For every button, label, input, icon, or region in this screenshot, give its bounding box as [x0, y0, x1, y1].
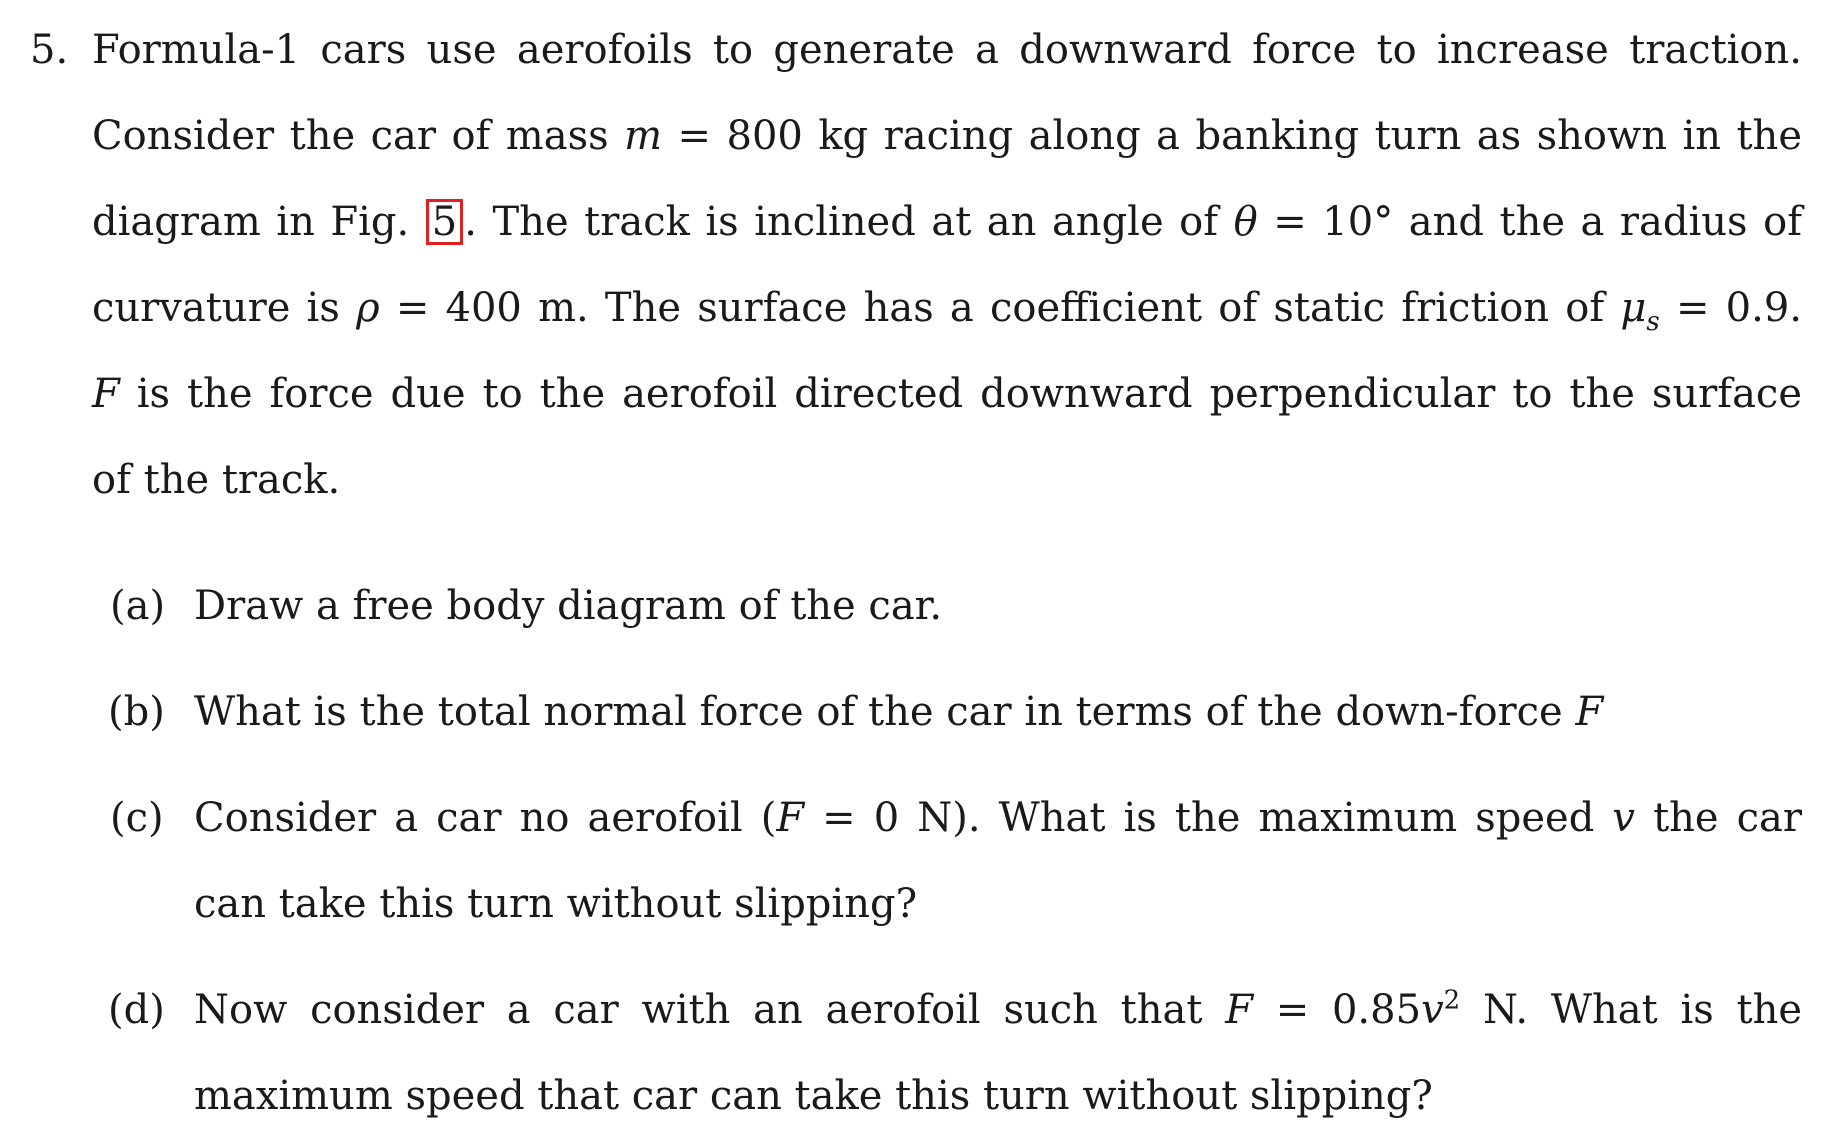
part-c-line-1: Consider a car no aerofoil (F = 0 N). What is the maximum speed v the car: [194, 795, 1803, 841]
part-d-label: (d): [108, 987, 165, 1033]
var-mu-subscript: s: [1646, 307, 1660, 337]
part-a-label: (a): [110, 583, 166, 629]
problem-line-6: of the track.: [92, 457, 341, 503]
problem-line-2: Consider the car of mass m = 800 kg racing along a banking turn as shown in the: [92, 113, 1802, 159]
figure-reference-link[interactable]: 5: [426, 199, 463, 245]
var-rho: ρ: [356, 285, 380, 331]
problem-line-1: Formula-1 cars use aerofoils to generate a downward force to increase traction.: [92, 27, 1802, 73]
part-c-label: (c): [110, 795, 164, 841]
part-b-label: (b): [108, 689, 165, 735]
part-d-var-v: v: [1421, 987, 1444, 1033]
var-theta: θ: [1233, 199, 1258, 245]
part-c-line-2: can take this turn without slipping?: [194, 881, 918, 927]
part-d-line-1: Now consider a car with an aerofoil such that $F = 0.85v^2$ N. What is the: [194, 985, 1803, 1033]
var-F: F: [92, 371, 120, 417]
var-m: m: [624, 113, 663, 159]
part-b-var-F: F: [1575, 689, 1604, 735]
part-c-var-F: F: [776, 795, 805, 841]
problem-line-3: diagram in Fig. 5 . The track is inclined at an angle of θ = 10° and the a radius of: [92, 199, 1803, 245]
problem-line-4: curvature is ρ = 400 m. The surface has a coefficient of static friction of $\mu_s = 0.9$.: [92, 285, 1802, 337]
part-c-var-v: v: [1612, 795, 1636, 841]
problem-line-5: F is the force due to the aerofoil directed downward perpendicular to the surface: [92, 371, 1802, 417]
part-a-text: Draw a free body diagram of the car.: [194, 583, 943, 629]
var-mu: μ: [1620, 285, 1647, 331]
part-b-text: What is the total normal force of the car in terms of the down-force F: [194, 689, 1604, 735]
part-d-line-2: maximum speed that car can take this turn without slipping?: [194, 1073, 1433, 1119]
part-d-var-F: F: [1225, 987, 1253, 1033]
part-d-exponent: 2: [1443, 985, 1461, 1016]
problem-number: 5.: [30, 27, 69, 73]
